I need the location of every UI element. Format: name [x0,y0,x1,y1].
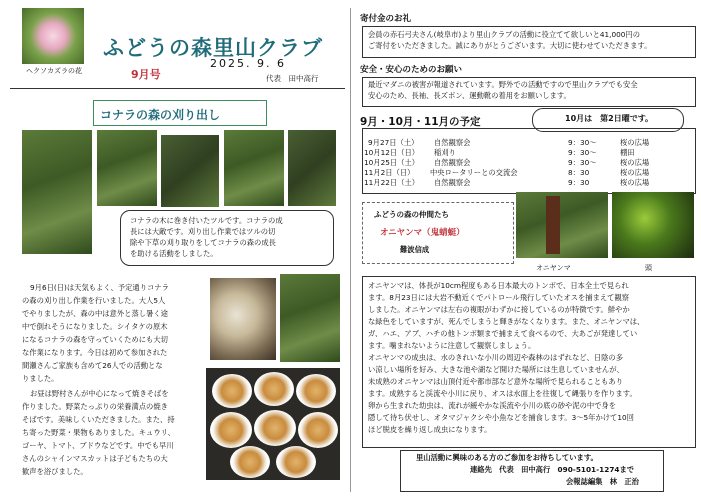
body-line: 作りました。野菜たっぷりの栄養満点の焼き [22,402,168,411]
donation-line: 会員の赤石弓夫さん(岐阜市)より里山クラブの活動に役立てて欲しいと41,000円の [368,30,641,39]
bowl [254,410,296,446]
creatures-line: 隠して待ち伏せし、オタマジャクシや小魚などを捕食します。3～5年かけて10回 [368,413,634,422]
bowl [296,374,336,408]
body-line: ち寄った野菜・果物もありました。キュウリ、 [22,428,175,437]
body-line: の森の刈り出し作業を行いました。大人5人 [22,296,166,305]
dragonfly-caption: オニヤンマ [536,264,571,272]
creatures-heading: ふどうの森の仲間たち [374,210,449,219]
creatures-author: 難波信成 [400,245,430,254]
bowl [212,374,252,408]
creatures-line: ほど脱皮を繰り返し成虫になります。 [368,425,492,434]
callout-line: コナラの木に巻き付いたツルです。コナラの成 [130,216,283,225]
body-line: になるコナラの森を守っていくためにも大切 [22,335,168,344]
body-line: そばです。美味しくいただきました。また、持 [22,415,175,424]
bowl [210,412,252,448]
creatures-line: ます。8月23日には大岩不動近くでパトロール飛行していたオスを捕まえて観察 [368,293,630,302]
article-title: コナラの森の刈り出し [100,108,221,122]
creatures-line: オニヤンマの成虫は、水のきれいな小川の周辺や森林のはずれなど、日陰の多 [368,353,624,362]
footer-line: 会報誌編集 林 正治 [566,477,639,486]
body-line: な作業になります。今日は初めて参加された [22,348,168,357]
bowl [230,446,270,478]
issue-date: 2025. 9. 6 [210,57,286,70]
schedule-time: 8：30 [568,168,590,177]
schedule-date: 10月25日（土） [364,158,420,167]
column-divider [350,8,351,492]
body-line: さんのシャインマスカットは子どもたちの大 [22,454,168,463]
body-line: でやりましたが、森の中は意外と蒸し暑く途 [22,309,168,318]
stake [546,196,560,254]
body-line: 間瀬さんご家族も含めて26人での活動とな [22,361,163,370]
safety-heading: 安全・安心のためのお願い [360,65,463,75]
schedule-note: 10月は 第2日曜です。 [565,114,654,123]
cooking-photo-2 [280,274,340,362]
schedule-event: 自然観察会 [434,138,471,147]
issue-month: 9月号 [131,68,161,81]
photo-caption: ヘクソカズラの花 [26,67,82,75]
safety-line: 安心のため、長袖、長ズボン、運動靴の着用をお願いします。 [368,91,571,100]
schedule-time: 9：30～ [568,148,597,157]
work-photo-3 [224,130,284,206]
representative: 代表 田中高行 [266,74,319,83]
schedule-time: 9：30～ [568,138,597,147]
creatures-line: しました。オニヤンマは左右の複眼がわずかに接しているのが特徴です。鮮やか [368,305,630,314]
schedule-place: 桜の広場 [620,178,650,187]
donation-heading: 寄付金のお礼 [360,14,412,24]
schedule-time: 9：30～ [568,158,597,167]
flower-photo [22,8,84,64]
work-photo-2 [161,135,219,207]
schedule-heading: 9月・10月・11月の予定 [360,116,481,128]
creatures-line: い涼しい場所を好み、大きな池や湖など開けた場所には生息していませんが、 [368,365,624,374]
schedule-date: 9月27日（土） [368,138,419,147]
schedule-event: 自然観察会 [434,158,471,167]
callout-line: 除や下草の刈り取りをしてコナラの森の成長 [130,238,276,247]
bowls-photo [206,368,340,480]
creature-name: オニヤンマ（鬼蜻蜓） [380,228,465,238]
work-photo-4 [288,130,336,206]
footer-line: 連絡先 代表 田中高行 090-5101-1274まで [470,465,635,474]
newsletter-title: ふどうの森里山クラブ [103,36,323,60]
body-line: 中で倒れそうになりました。シイタケの原木 [22,322,168,331]
creatures-line: オニヤンマは、体長が10cm程度もある日本最大のトンボで、日本全土で見られ [368,281,629,290]
schedule-place: 桜の広場 [620,158,650,167]
dragonfly-photo [516,192,608,258]
creatures-line: 卵から生まれた幼虫は、流れが緩やかな渓流や小川の底の砂や泥の中で身を [368,401,617,410]
dragonfly-head-photo [612,192,694,258]
body-line: ゴーヤ、トマト、ブドウなどです。中でも早川 [22,441,174,450]
safety-line: 最近マダニの被害が報道されています。野外での活動ですので里山クラブでも安全 [368,80,638,89]
schedule-place: 桜の広場 [620,138,650,147]
body-line: 歓声を浴びました。 [22,467,88,476]
schedule-date: 11月2日（日） [364,168,415,177]
body-line: りました。 [22,374,59,383]
cooking-photo-1 [210,278,276,360]
body-line: お昼は野村さんが中心になって焼きそばを [30,389,169,398]
callout-line: を助ける活動をしました。 [130,249,218,258]
footer-line: 里山活動に興味のある方のご参加をお待ちしています。 [416,453,598,462]
creatures-line: ガ、ハエ、アブ、ハチの他トンボ類まで捕まえて食べるので、大あごが発達してい [368,329,638,338]
schedule-event: 中央ロータリーとの交流会 [430,168,518,177]
bowl [276,446,316,478]
creatures-line: 未成熟のオニヤンマは山頂付近や都市部など意外な場所で見られることもあり [368,377,624,386]
bowl [298,412,338,448]
creatures-line: な緑色をしていますが、死んでしまうと輝きがなくなります。また、オニヤンマは、 [368,317,645,326]
schedule-date: 11月22日（土） [364,178,420,187]
bowl [254,372,294,406]
callout-line: 長には大敵です。刈り出し作業ではツルの切 [130,227,276,236]
schedule-place: 桜の広場 [620,168,650,177]
work-photo-1 [97,130,157,206]
head-caption: 頭 [645,264,652,272]
body-line: 9月6日(日)は天気もよく、予定通りコナラ [30,283,169,292]
schedule-time: 9：30 [568,178,590,187]
schedule-place: 棚田 [620,148,635,157]
header-divider [10,88,345,89]
schedule-date: 10月12日（日） [364,148,420,157]
vine-photo [22,130,92,254]
creatures-line: ます。噛まれないように注意して観察しましょう。 [368,341,536,350]
donation-line: ご寄付をいただきました。誠にありがとうございます。大切に使わせていただきます。 [368,41,652,50]
schedule-event: 自然観察会 [434,178,471,187]
creatures-line: ます。成熟すると渓流や小川に戻り、オスは水面上を往復して縄張りを作ります。 [368,389,637,398]
schedule-event: 稲刈り [434,148,456,157]
